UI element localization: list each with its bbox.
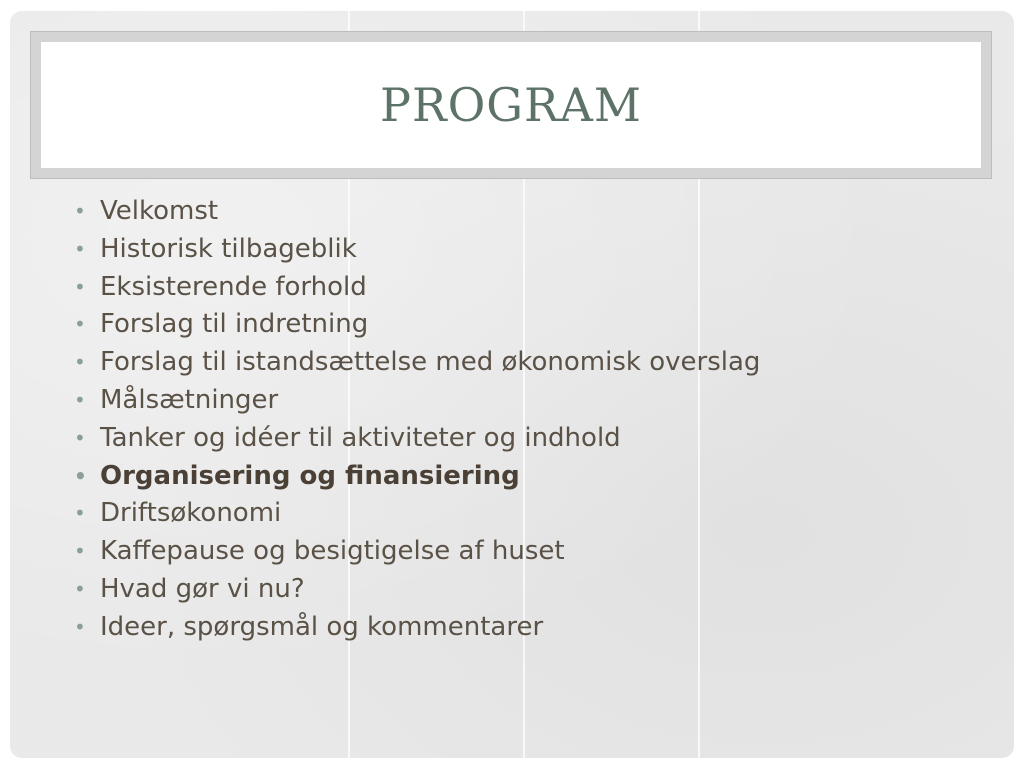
agenda-item [72,571,760,609]
agenda-item-label: Historisk tilbageblik [100,233,357,264]
agenda-item-label: Organisering og finansiering [100,460,520,491]
slide [10,11,1014,758]
slide-title: PROGRAM [380,78,642,132]
agenda-item-label: Forslag til indretning [100,309,369,340]
agenda-item [72,495,760,533]
bullet-icon: • [74,350,86,375]
agenda-item [72,609,760,647]
agenda-item-label: Målsætninger [100,384,279,415]
agenda-item [72,420,760,458]
agenda-item-current [72,458,760,496]
agenda-item [72,306,760,344]
bullet-icon: • [74,463,87,488]
agenda-item [72,269,760,307]
agenda-item-label: Hvad gør vi nu? [100,573,305,604]
agenda-item [72,231,760,269]
bullet-icon: • [74,387,86,412]
agenda-item-label: Tanker og idéer til aktiviteter og indhold [100,422,621,453]
agenda-item-label: Kaffepause og besigtigelse af huset [100,536,565,567]
bullet-icon: • [74,539,86,564]
bullet-icon: • [74,576,86,601]
agenda-item [72,193,760,231]
agenda-item-label: Ideer, spørgsmål og kommentarer [100,611,544,642]
agenda-item-label: Velkomst [100,196,219,226]
title-frame [30,31,992,179]
bullet-icon: • [74,236,86,261]
agenda-item-label: Forslag til istandsættelse med økonomisk overslag [100,347,761,378]
agenda-item-label: Driftsøkonomi [100,498,282,529]
agenda-item [72,382,760,420]
bullet-icon: • [74,501,86,526]
agenda-list [72,193,760,647]
bullet-icon: • [74,274,86,299]
bullet-icon: • [74,614,86,639]
bullet-icon: • [74,312,86,337]
agenda-item [72,533,760,571]
bullet-icon: • [74,425,86,450]
title-box [41,42,981,168]
agenda-item [72,344,760,382]
agenda-item-label: Eksisterende forhold [100,271,367,302]
bullet-icon: • [74,199,86,223]
